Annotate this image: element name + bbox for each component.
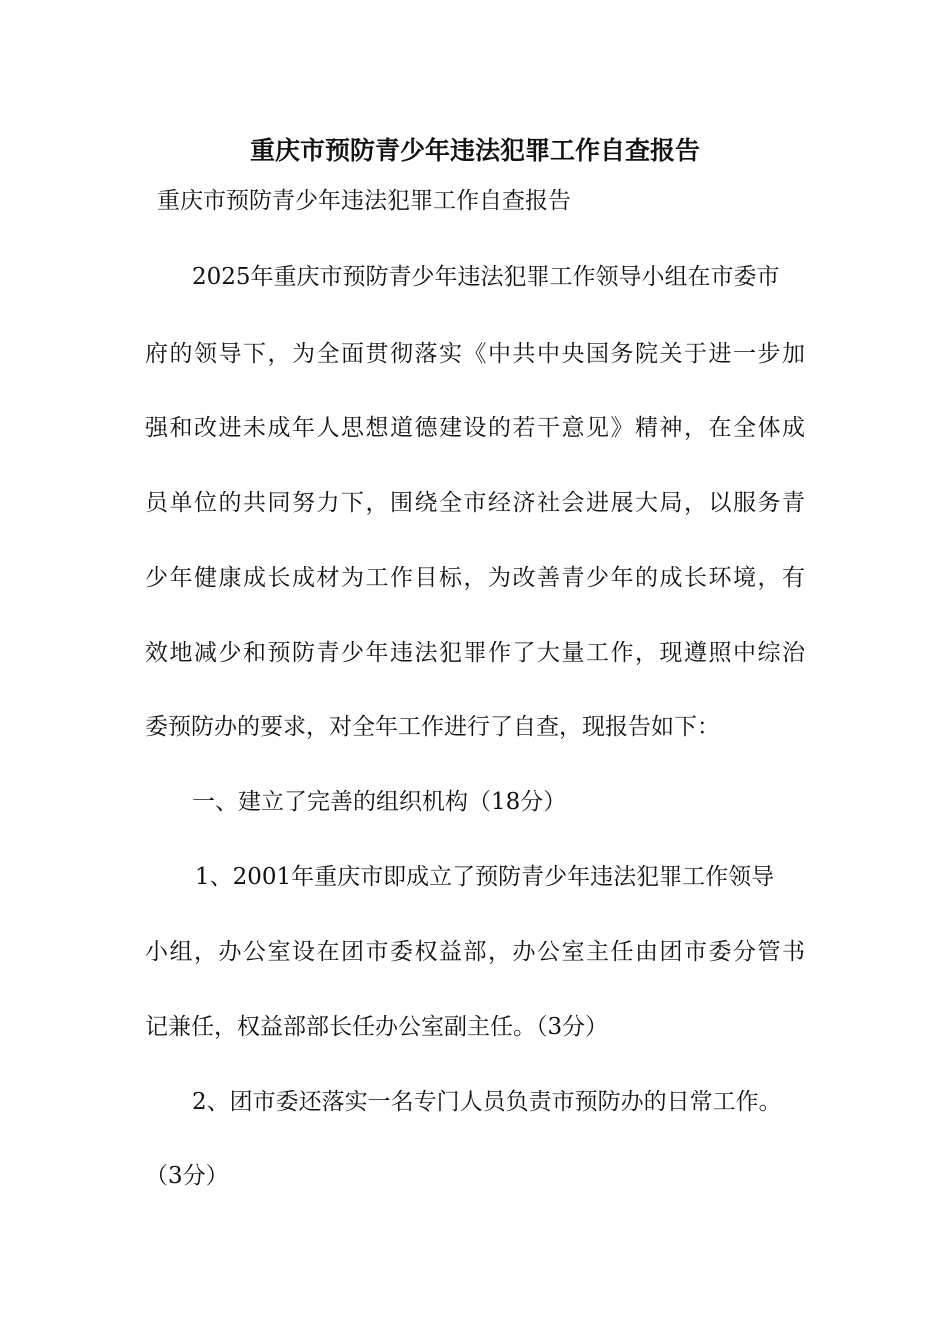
paragraph-line: 府的领导下，为全面贯彻落实《中共中央国务院关于进一步加 <box>145 341 805 367</box>
paragraph-line: 1、2001年重庆市即成立了预防青少年违法犯罪工作领导 <box>195 864 775 890</box>
paragraph-line: （3分） <box>145 1163 229 1189</box>
document-subtitle: 重庆市预防青少年违法犯罪工作自查报告 <box>157 188 571 214</box>
paragraph-line: 员单位的共同努力下，围绕全市经济社会进展大局，以服务青 <box>145 490 805 516</box>
paragraph-line: 2025年重庆市预防青少年违法犯罪工作领导小组在市委市 <box>192 264 780 290</box>
paragraph-line: 效地减少和预防青少年违法犯罪作了大量工作，现遵照中综治 <box>145 640 805 666</box>
paragraph-line: 小组，办公室设在团市委权益部，办公室主任由团市委分管书 <box>145 939 805 965</box>
paragraph-line: 强和改进未成年人思想道德建设的若干意见》精神，在全体成 <box>145 415 805 441</box>
section-heading: 一、建立了完善的组织机构（18分） <box>192 789 567 815</box>
paragraph-line: 记兼任，权益部部长任办公室副主任。（3分） <box>145 1014 609 1040</box>
paragraph-line: 委预防办的要求，对全年工作进行了自查，现报告如下： <box>145 714 720 740</box>
document-title: 重庆市预防青少年违法犯罪工作自查报告 <box>249 136 700 165</box>
paragraph-line: 2、团市委还落实一名专门人员负责市预防办的日常工作。 <box>192 1089 782 1115</box>
paragraph-line: 少年健康成长成材为工作目标，为改善青少年的成长环境，有 <box>145 565 805 591</box>
